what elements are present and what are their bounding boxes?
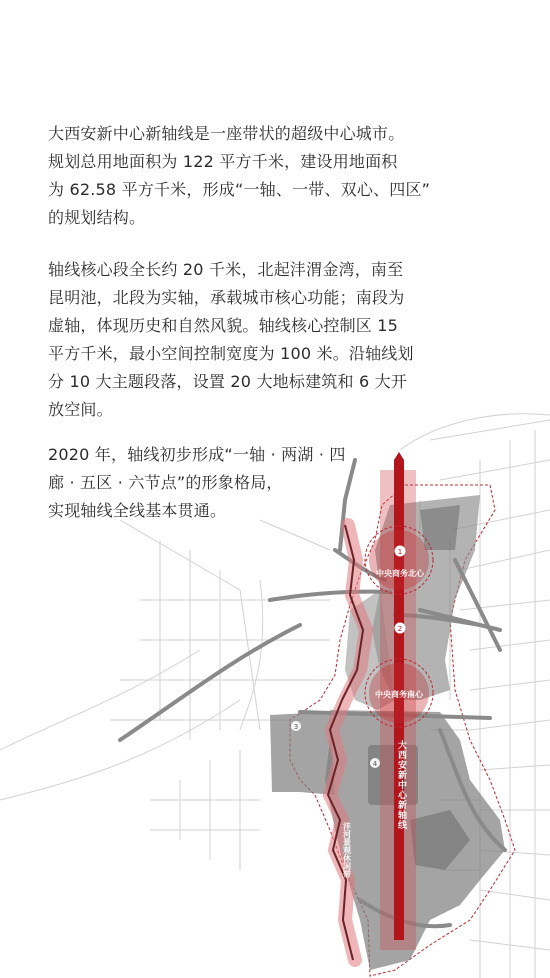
text-line: 虚轴，体现历史和自然风貌。轴线核心控制区 15 [48,316,399,335]
south-center-label: 中央商务南心 [375,690,423,699]
text-line: 昆明池，北段为实轴，承载城市核心功能；南段为 [48,288,405,307]
text-line: 分 10 大主题段落，设置 20 大地标建筑和 6 大开 [48,372,408,391]
marker-3 [291,721,301,731]
text-line: 大西安新中心新轴线是一座带状的超级中心城市。 [48,124,405,143]
marker-4 [370,758,380,768]
axis-label: 大西安新中心新轴线 [396,740,406,830]
text-line: 平方千米，最小空间控制宽度为 100 米。沿轴线划 [48,344,414,363]
text-line: 放空间。 [48,400,113,419]
text-line: 轴线核心段全长约 20 千米，北起沣渭金湾，南至 [48,260,404,279]
text-line: 规划总用地面积为 122 平方千米，建设用地面积 [48,152,398,171]
intro-paragraph [48,120,508,232]
axis-plan-map [0,400,550,978]
text-line: 的规划结构。 [48,208,146,227]
marker-1 [395,546,406,557]
text-line: 实现轴线全线基本贯通。 [48,501,227,520]
text-line: 为 62.58 平方千米，形成“一轴、一带、双心、四区” [48,180,431,199]
marker-3-label: 3 [293,723,299,731]
marker-4-label: 4 [372,760,378,768]
text-line: 廊 · 五区 · 六节点”的形象格局， [48,473,283,492]
marker-1-label: 1 [397,548,403,556]
text-line: 2020 年，轴线初步形成“一轴 · 两湖 · 四 [48,445,346,464]
belt-label: 沣河景观休闲带 [342,822,352,878]
north-center-label: 中央商务北心 [376,569,424,578]
west-zone [270,712,335,795]
marker-2-label: 2 [397,625,403,633]
axis-core-paragraph [48,256,508,424]
marker-2 [395,623,406,634]
